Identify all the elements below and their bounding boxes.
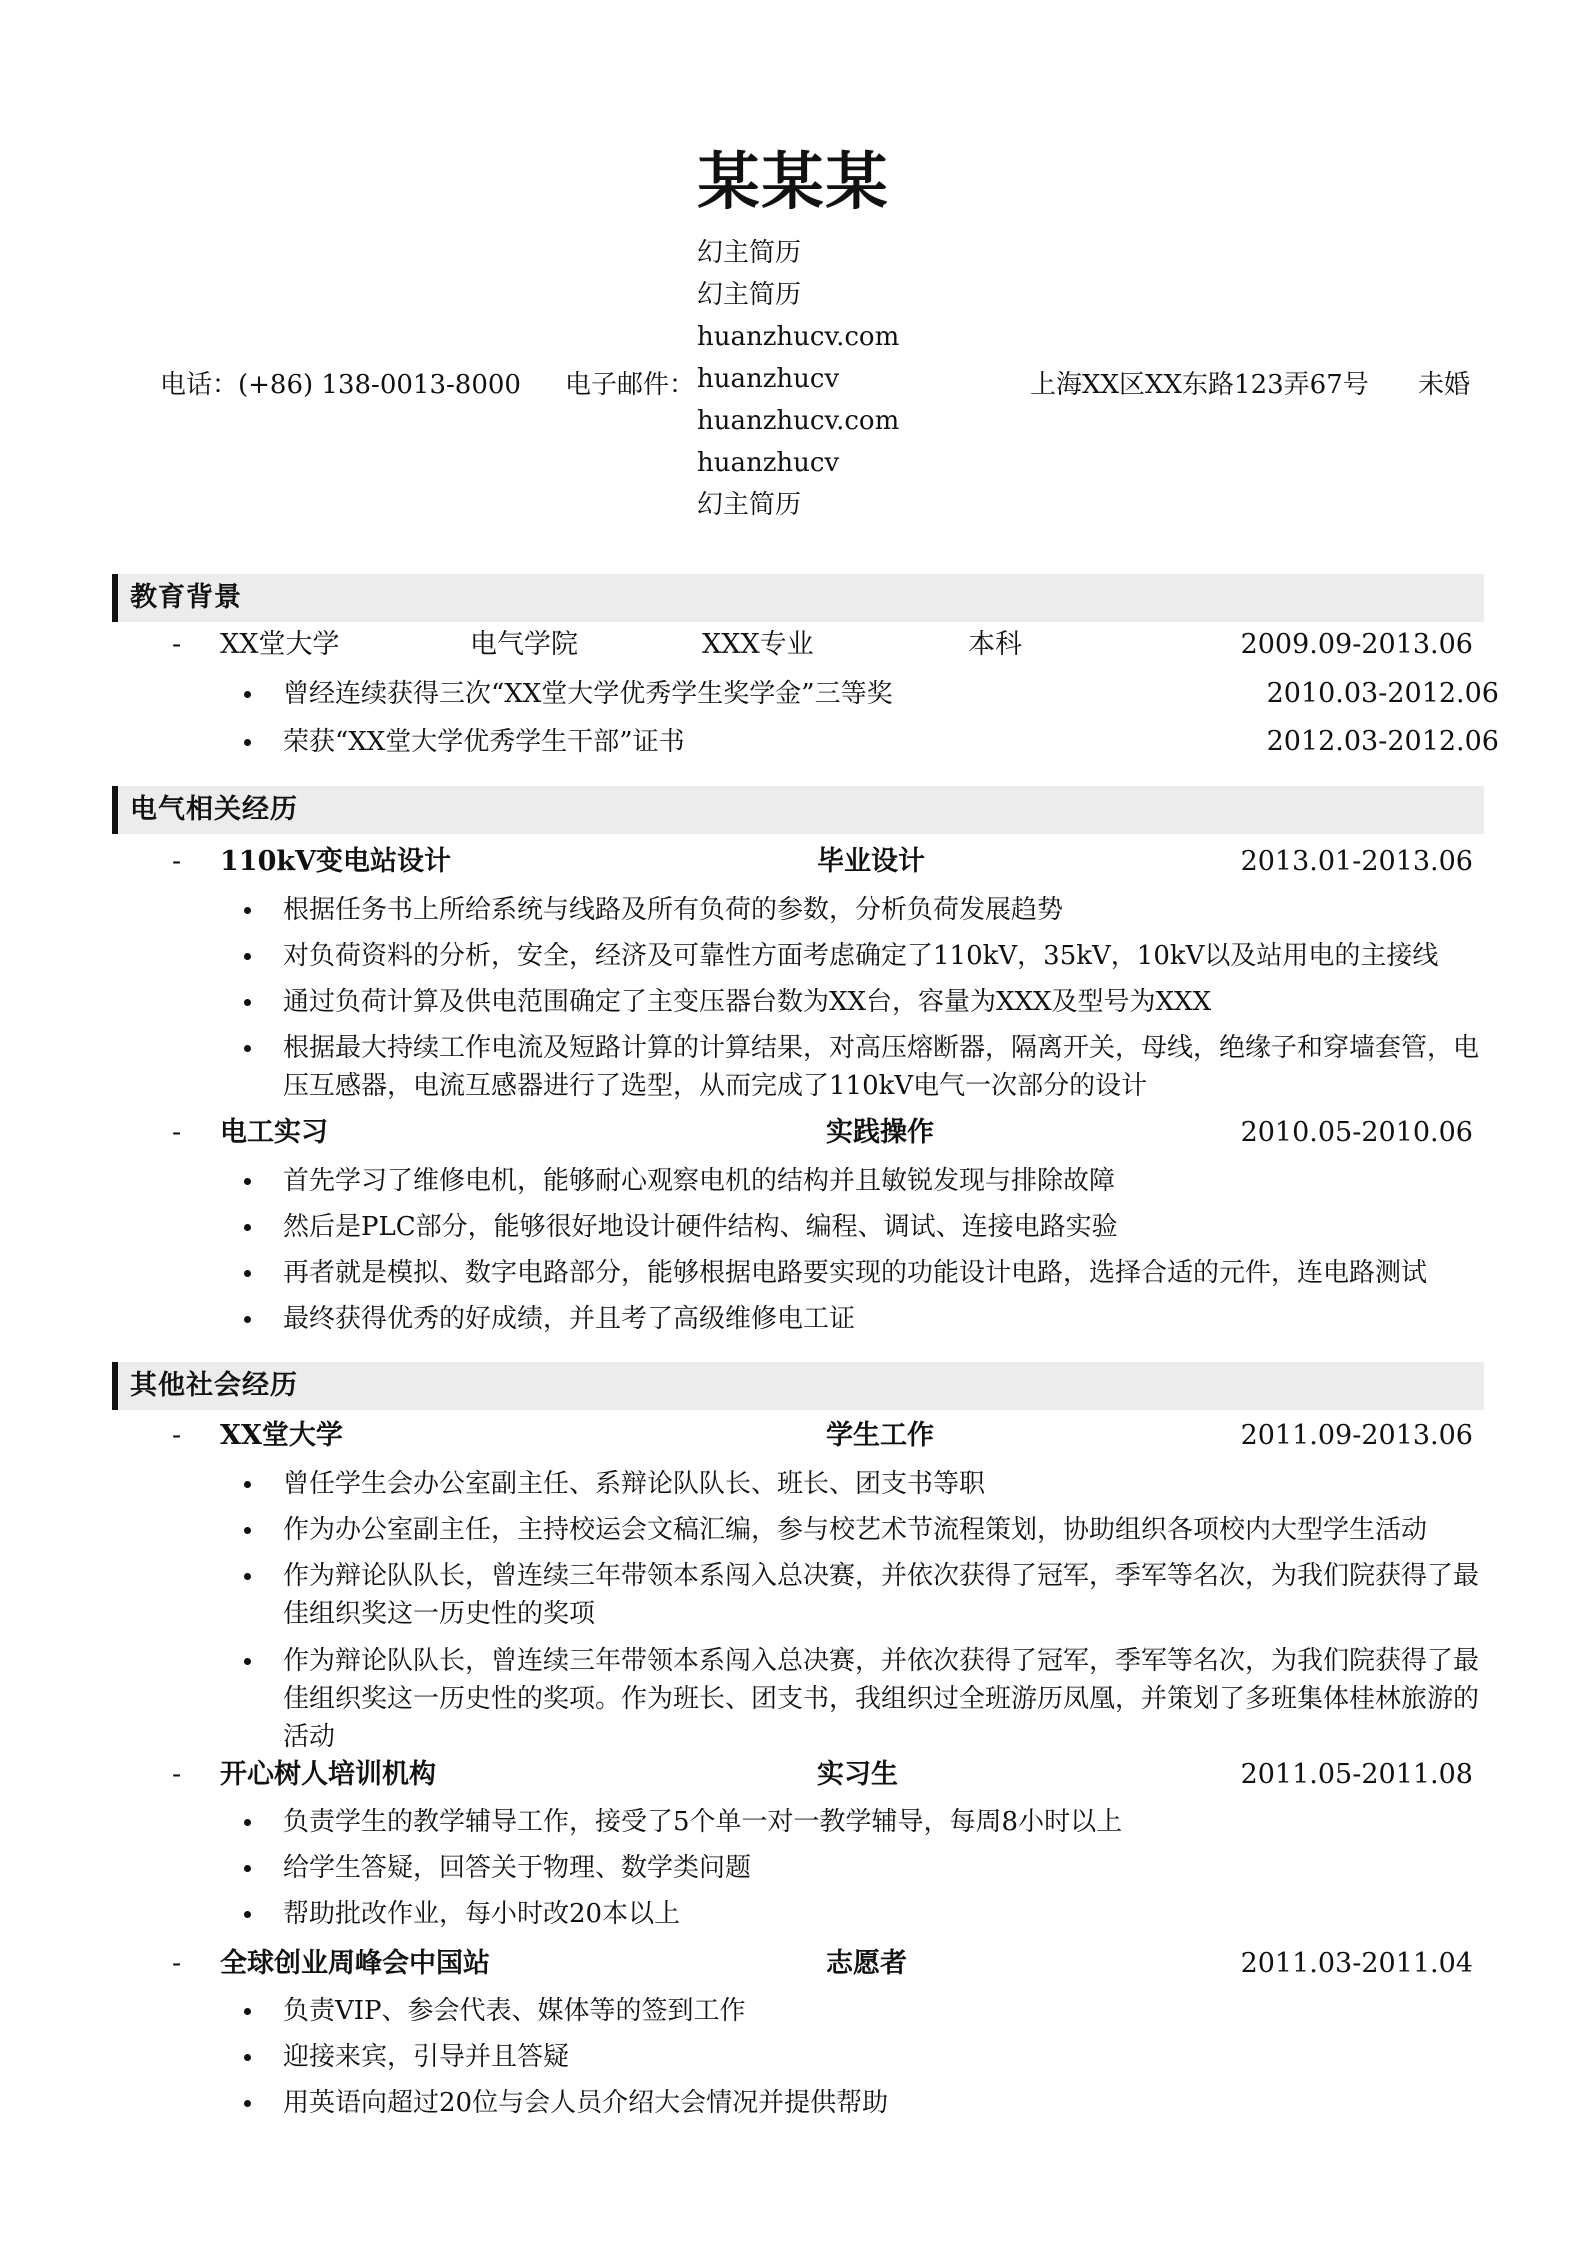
section-title: 教育背景 — [130, 582, 242, 613]
degree: 本科 — [968, 629, 1022, 660]
email-line: huanzhucv — [697, 364, 840, 394]
major: XXX专业 — [702, 629, 814, 660]
email-line: huanzhucv.com — [697, 406, 900, 436]
bullet-text: 再者就是模拟、数字电路部分，能够根据电路要实现的功能设计电路，选择合适的元件，连电路测试 — [283, 1258, 1428, 1288]
bullet-text: 对负荷资料的分析，安全，经济及可靠性方面考虑确定了110kV，35kV，10kV以及站用电的主接线 — [283, 941, 1439, 971]
experience-name: XX堂大学 — [220, 1420, 343, 1451]
bullet-text: 通过负荷计算及供电范围确定了主变压器台数为XX台，容量为XXX及型号为XXX — [283, 987, 1212, 1017]
email-line: huanzhucv.com — [697, 322, 900, 352]
experience-name: 电工实习 — [220, 1117, 328, 1148]
dash-marker: - — [172, 1948, 182, 1979]
date-range: 2012.03-2012.06 — [1266, 726, 1499, 757]
bullet-text: 作为辩论队队长，曾连续三年带领本系闯入总决赛，并依次获得了冠军，季军等名次，为我们院获得了最佳组织奖这一历史性的奖项。作为班长、团支书，我组织过全班游历凤凰，并策划了多班集体桂林旅游的活动 — [283, 1646, 1480, 1752]
dash-marker: - — [172, 1117, 182, 1148]
address: 上海XX区XX东路123弄67号 — [1030, 370, 1369, 400]
dash-marker: - — [172, 1759, 182, 1790]
bullet-text: 最终获得优秀的好成绩，并且考了高级维修电工证 — [283, 1304, 856, 1334]
experience-entry — [0, 1110, 1587, 1156]
bullet-text: 给学生答疑，回答关于物理、数学类问题 — [283, 1853, 752, 1883]
bullet-text: 根据任务书上所给系统与线路及所有负荷的参数，分析负荷发展趋势 — [283, 895, 1064, 925]
dash-marker: - — [172, 629, 182, 660]
date-range: 2011.05-2011.08 — [1240, 1759, 1473, 1790]
bullet-text: 迎接来宾，引导并且答疑 — [283, 2042, 570, 2072]
experience-entry — [0, 1413, 1587, 1459]
date-range: 2010.05-2010.06 — [1240, 1117, 1473, 1148]
bullet-text: 首先学习了维修电机，能够耐心观察电机的结构并且敏锐发现与排除故障 — [283, 1166, 1116, 1196]
bullet-text: 用英语向超过20位与会人员介绍大会情况并提供帮助 — [283, 2088, 889, 2118]
section-education — [112, 574, 1484, 622]
date-range: 2009.09-2013.06 — [1240, 629, 1473, 660]
bullet-text: 负责学生的教学辅导工作，接受了5个单一对一教学辅导，每周8小时以上 — [283, 1807, 1123, 1837]
bullet-text: 作为辩论队队长，曾连续三年带领本系闯入总决赛，并依次获得了冠军，季军等名次，为我们院获得了最佳组织奖这一历史性的奖项 — [283, 1561, 1480, 1629]
award-text: 荣获“XX堂大学优秀学生干部”证书 — [283, 727, 685, 757]
experience-entry — [0, 839, 1587, 885]
email-label: 电子邮件： — [565, 370, 696, 400]
candidate-name: 某某某 — [697, 145, 890, 218]
experience-entry — [0, 1941, 1587, 1987]
college: 电气学院 — [470, 629, 578, 660]
date-range: 2010.03-2012.06 — [1266, 678, 1499, 709]
date-range: 2013.01-2013.06 — [1240, 846, 1473, 877]
bullet-text: 负责VIP、参会代表、媒体等的签到工作 — [283, 1996, 746, 2026]
dash-marker: - — [172, 1420, 182, 1451]
experience-role: 实习生 — [817, 1759, 898, 1790]
bullet-text: 曾任学生会办公室副主任、系辩论队队长、班长、团支书等职 — [283, 1469, 986, 1499]
section-title: 其他社会经历 — [130, 1370, 298, 1401]
experience-name: 110kV变电站设计 — [220, 846, 452, 877]
section-electrical — [112, 786, 1484, 834]
phone: 电话：(+86) 138-0013-8000 — [160, 370, 521, 400]
experience-role: 志愿者 — [826, 1948, 907, 1979]
bullet-text: 根据最大持续工作电流及短路计算的计算结果，对高压熔断器，隔离开关，母线，绝缘子和穿墙套管，电压互感器，电流互感器进行了选型，从而完成了110kV电气一次部分的设计 — [283, 1033, 1480, 1101]
experience-role: 实践操作 — [826, 1117, 934, 1148]
experience-name: 开心树人培训机构 — [220, 1759, 436, 1790]
dash-marker: - — [172, 846, 182, 877]
bullet-text: 然后是PLC部分，能够很好地设计硬件结构、编程、调试、连接电路实验 — [283, 1212, 1118, 1242]
email-line: 幻主简历 — [697, 490, 802, 520]
marital-status: 未婚 — [1418, 370, 1471, 400]
education-entry — [0, 622, 1587, 668]
section-title: 电气相关经历 — [130, 794, 298, 825]
date-range: 2011.09-2013.06 — [1240, 1420, 1473, 1451]
experience-role: 毕业设计 — [817, 846, 925, 877]
email-line: huanzhucv — [697, 448, 840, 478]
school: XX堂大学 — [220, 629, 340, 660]
award-text: 曾经连续获得三次“XX堂大学优秀学生奖学金”三等奖 — [283, 679, 893, 709]
date-range: 2011.03-2011.04 — [1240, 1948, 1473, 1979]
section-social — [112, 1362, 1484, 1410]
email-line: 幻主简历 — [697, 238, 802, 268]
email-line: 幻主简历 — [697, 280, 802, 310]
experience-name: 全球创业周峰会中国站 — [220, 1948, 490, 1979]
email-value — [697, 232, 899, 526]
bullet-text: 作为办公室副主任，主持校运会文稿汇编，参与校艺术节流程策划，协助组织各项校内大型学生活动 — [283, 1515, 1428, 1545]
bullet-text: 帮助批改作业，每小时改20本以上 — [283, 1899, 681, 1929]
experience-entry — [0, 1752, 1587, 1798]
experience-role: 学生工作 — [826, 1420, 934, 1451]
